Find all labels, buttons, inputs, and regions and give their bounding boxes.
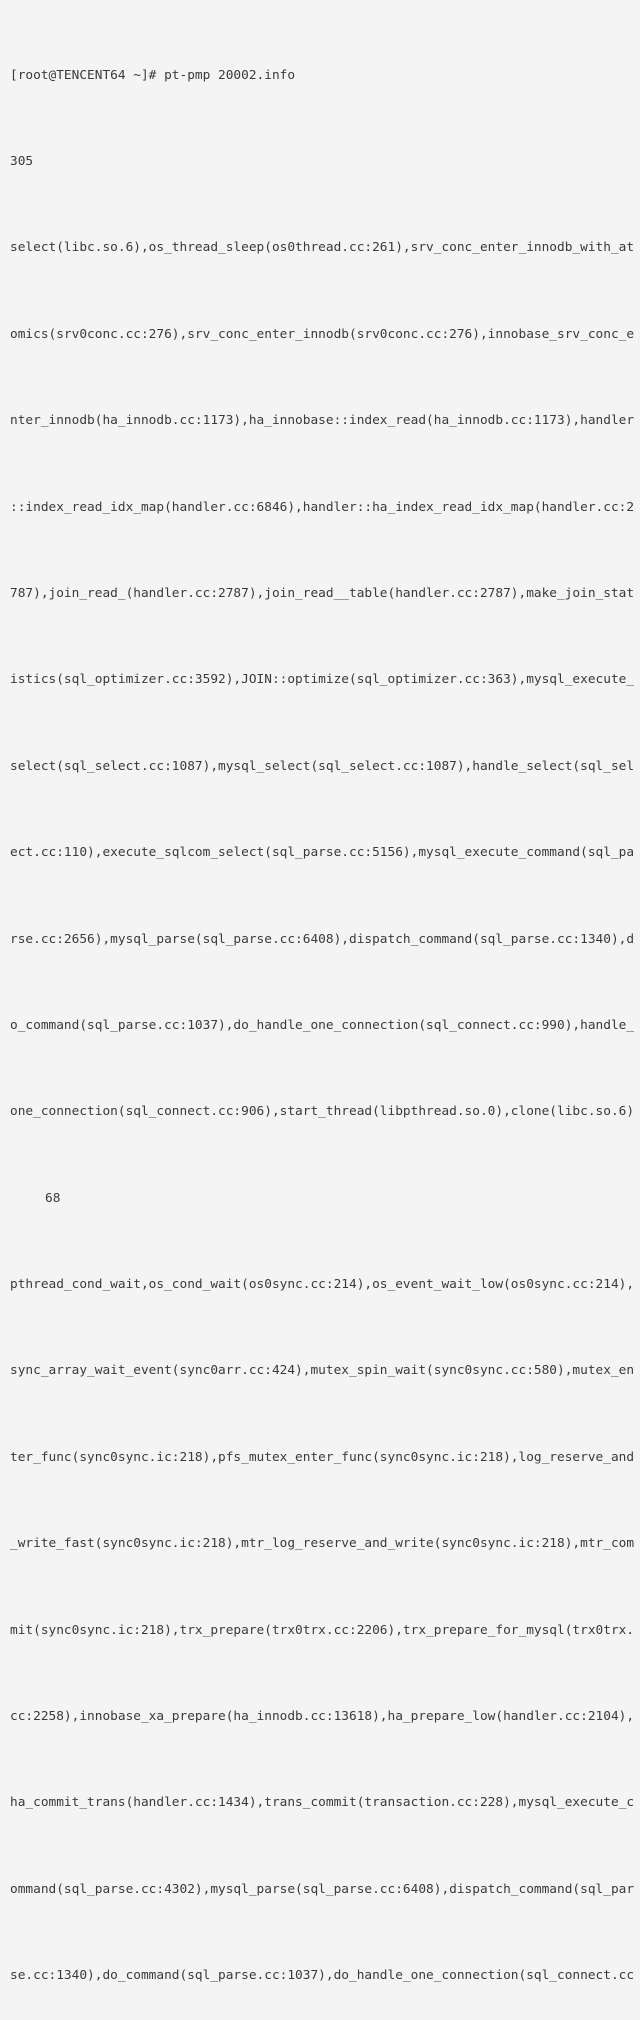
stack-trace-line: nter_innodb(ha_innodb.cc:1173),ha_innobase::index_read(ha_innodb.cc:1173),handler (10, 413, 635, 429)
stack-trace-line: cc:2258),innobase_xa_prepare(ha_innodb.cc:13618),ha_prepare_low(handler.cc:2104), (10, 1709, 635, 1725)
stack-trace-line: 787),join_read_(handler.cc:2787),join_read__table(handler.cc:2787),make_join_stat (10, 585, 635, 601)
stack-trace-line: mit(sync0sync.ic:218),trx_prepare(trx0trx.cc:2206),trx_prepare_for_mysql(trx0trx. (10, 1622, 635, 1638)
stack-trace-line: ter_func(sync0sync.ic:218),pfs_mutex_enter_func(sync0sync.ic:218),log_reserve_and (10, 1449, 635, 1465)
stack-trace-line: select(sql_select.cc:1087),mysql_select(sql_select.cc:1087),handle_select(sql_sel (10, 758, 635, 774)
stack-trace-line: one_connection(sql_connect.cc:906),start_thread(libpthread.so.0),clone(libc.so.6) (10, 1104, 635, 1120)
stack-trace-line: rse.cc:2656),mysql_parse(sql_parse.cc:6408),dispatch_command(sql_parse.cc:1340),d (10, 931, 635, 947)
stack-trace-line: ha_commit_trans(handler.cc:1434),trans_commit(transaction.cc:228),mysql_execute_c (10, 1795, 635, 1811)
stack-trace-line: ect.cc:110),execute_sqlcom_select(sql_parse.cc:5156),mysql_execute_command(sql_pa (10, 845, 635, 861)
stack-trace-line: _write_fast(sync0sync.ic:218),mtr_log_reserve_and_write(sync0sync.ic:218),mtr_com (10, 1536, 635, 1552)
stack-trace-line: o_command(sql_parse.cc:1037),do_handle_one_connection(sql_connect.cc:990),handle_ (10, 1017, 635, 1033)
stack-count-1: 305 (10, 153, 34, 169)
stack-trace-line: pthread_cond_wait,os_cond_wait(os0sync.cc:214),os_event_wait_low(os0sync.cc:214), (10, 1277, 635, 1293)
stack-trace-line: select(libc.so.6),os_thread_sleep(os0thread.cc:261),srv_conc_enter_innodb_with_at (10, 240, 635, 256)
stack-trace-line: se.cc:1340),do_command(sql_parse.cc:1037),do_handle_one_connection(sql_connect.cc (10, 1968, 635, 1984)
stack-count-2: 68 (45, 1190, 61, 1206)
command-prompt-line: [root@TENCENT64 ~]# pt-pmp 20002.info (10, 67, 296, 83)
stack-trace-line: istics(sql_optimizer.cc:3592),JOIN::optimize(sql_optimizer.cc:363),mysql_execute_ (10, 672, 635, 688)
stack-trace-line: omics(srv0conc.cc:276),srv_conc_enter_innodb(srv0conc.cc:276),innobase_srv_conc_e (10, 326, 635, 342)
stack-trace-line: sync_array_wait_event(sync0arr.cc:424),mutex_spin_wait(sync0sync.cc:580),mutex_en (10, 1363, 635, 1379)
stack-trace-line: ::index_read_idx_map(handler.cc:6846),handler::ha_index_read_idx_map(handler.cc:2 (10, 499, 635, 515)
stack-trace-line: ommand(sql_parse.cc:4302),mysql_parse(sql_parse.cc:6408),dispatch_command(sql_par (10, 1881, 635, 1897)
